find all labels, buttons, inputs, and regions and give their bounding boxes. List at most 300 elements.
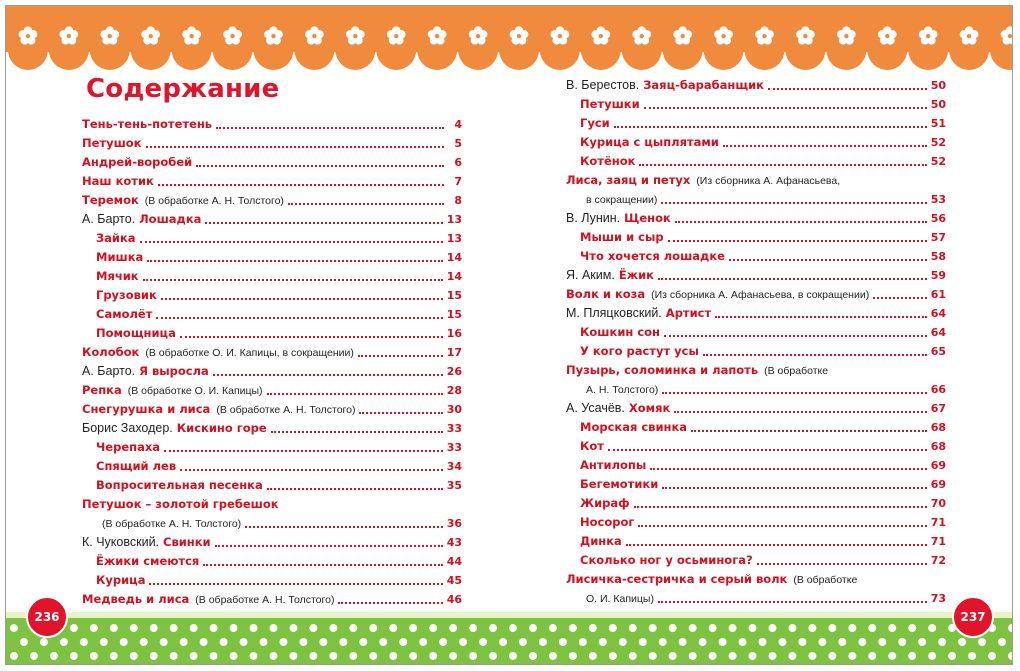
toc-note: (Из сборника А. Афанасьева, в сокращении) <box>651 289 870 301</box>
toc-title: Я выросла <box>139 364 209 378</box>
polka-dot <box>509 652 517 660</box>
polka-dot <box>669 652 677 660</box>
toc-entry <box>82 381 462 400</box>
polka-dot <box>160 638 168 646</box>
toc-title: Черепаха <box>96 440 161 454</box>
toc-leader-dots <box>338 601 442 604</box>
polka-dot <box>369 652 377 660</box>
toc-leader-dots <box>608 448 927 451</box>
toc-leader-dots <box>723 144 927 147</box>
toc-leader-dots <box>156 316 442 319</box>
toc-author: А. Усачёв. <box>566 401 625 415</box>
toc-leader-dots <box>267 392 443 395</box>
polka-dot <box>749 624 757 632</box>
toc-note: А. Н. Толстого) <box>586 384 659 396</box>
polka-dot <box>848 624 856 632</box>
polka-dot <box>419 638 427 646</box>
polka-dot <box>649 652 657 660</box>
polka-dot <box>759 638 767 646</box>
polka-dot <box>888 624 896 632</box>
toc-page-number: 64 <box>930 326 946 339</box>
toc-entry <box>566 380 946 399</box>
toc-entry <box>82 324 462 343</box>
toc-entry <box>566 494 946 513</box>
toc-title: Морская свинка <box>580 420 688 434</box>
polka-dot <box>788 624 796 632</box>
toc-leader-dots <box>658 277 927 280</box>
polka-dot <box>519 638 527 646</box>
toc-entry <box>566 361 946 380</box>
polka-dot <box>170 652 178 660</box>
toc-leader-dots <box>180 335 443 338</box>
toc-page-number: 73 <box>930 592 946 605</box>
toc-leader-dots <box>149 582 442 585</box>
toc-leader-dots <box>213 373 443 376</box>
toc-page-number: 71 <box>930 535 946 548</box>
toc-page-number: 66 <box>930 383 946 396</box>
polka-dot <box>888 652 896 660</box>
toc-entry <box>566 76 946 95</box>
polka-dot <box>469 624 477 632</box>
polka-dot <box>130 624 138 632</box>
polka-dot <box>609 624 617 632</box>
toc-leader-dots <box>196 164 444 167</box>
polka-dot <box>200 638 208 646</box>
toc-page-number: 33 <box>446 422 462 435</box>
polka-dot <box>220 638 228 646</box>
toc-page-number: 68 <box>930 440 946 453</box>
toc-title: Кискино горе <box>176 421 267 435</box>
toc-leader-dots <box>757 562 927 565</box>
toc-page-number: 59 <box>930 269 946 282</box>
polka-dot <box>908 652 916 660</box>
toc-author: В. Берестов. <box>566 78 640 92</box>
polka-dot <box>449 624 457 632</box>
toc-title: Теремок <box>82 193 139 207</box>
polka-dot <box>100 638 108 646</box>
toc-title: У кого растут усы <box>580 344 699 358</box>
polka-dot <box>190 652 198 660</box>
toc-page-number: 28 <box>446 384 462 397</box>
polka-dot <box>409 652 417 660</box>
toc-title: Лошадка <box>139 212 202 226</box>
toc-note: в сокращении) <box>586 194 658 206</box>
polka-dot <box>110 624 118 632</box>
toc-title: Медведь и лиса <box>82 592 190 606</box>
polka-dot <box>10 652 18 660</box>
toc-page-number: 45 <box>446 574 462 587</box>
polka-dot <box>499 638 507 646</box>
toc-page-number: 26 <box>446 365 462 378</box>
toc-entry <box>566 475 946 494</box>
toc-title: Носорог <box>580 515 635 529</box>
toc-leader-dots <box>358 354 443 357</box>
toc-title: Репка <box>82 383 122 397</box>
polka-dot <box>798 638 806 646</box>
polka-dot <box>389 652 397 660</box>
toc-page-number: 68 <box>930 421 946 434</box>
polka-dot <box>858 638 866 646</box>
polka-dot <box>269 652 277 660</box>
toc-leader-dots <box>245 525 443 528</box>
toc-leader-dots <box>147 259 442 262</box>
polka-dot <box>479 638 487 646</box>
toc-title: Хомяк <box>628 401 671 415</box>
polka-dot <box>250 652 258 660</box>
toc-entry <box>82 210 462 229</box>
polka-dot <box>589 624 597 632</box>
polka-dot <box>230 624 238 632</box>
toc-entry <box>82 438 462 457</box>
toc-leader-dots <box>271 430 443 433</box>
toc-author: В. Лунин. <box>566 211 621 225</box>
polka-dot <box>689 624 697 632</box>
toc-page-number: 44 <box>446 555 462 568</box>
toc-entry <box>82 400 462 419</box>
top-decorative-band <box>6 6 1012 78</box>
toc-leader-dots <box>675 220 927 223</box>
toc-entry <box>82 305 462 324</box>
toc-page-number: 56 <box>930 212 946 225</box>
toc-title: Андрей-воробей <box>82 155 193 169</box>
toc-page-number: 34 <box>446 460 462 473</box>
polka-dot <box>240 638 248 646</box>
polka-dot <box>269 624 277 632</box>
toc-page-number: 16 <box>446 327 462 340</box>
toc-page-number: 65 <box>930 345 946 358</box>
polka-dot <box>190 624 198 632</box>
toc-page-number: 71 <box>930 516 946 529</box>
polka-dot <box>699 638 707 646</box>
polka-dot <box>569 624 577 632</box>
toc-entry <box>566 323 946 342</box>
polka-dot <box>309 624 317 632</box>
toc-leader-dots <box>658 600 927 603</box>
polka-dot <box>50 652 58 660</box>
polka-dot <box>70 624 78 632</box>
polka-dot <box>998 638 1006 646</box>
toc-title: Антилопы <box>580 458 647 472</box>
polka-dot <box>768 652 776 660</box>
polka-dot <box>549 652 557 660</box>
toc-entry <box>566 342 946 361</box>
polka-dot <box>489 652 497 660</box>
polka-dot <box>729 652 737 660</box>
toc-entry <box>82 533 462 552</box>
polka-dot <box>838 638 846 646</box>
toc-page-number: 67 <box>930 402 946 415</box>
polka-dot <box>589 652 597 660</box>
toc-entry <box>82 191 462 210</box>
toc-title: Сколько ног у осьминога? <box>580 553 753 567</box>
polka-dot <box>619 638 627 646</box>
polka-dot <box>250 624 258 632</box>
toc-page-number: 15 <box>446 308 462 321</box>
polka-dot <box>828 652 836 660</box>
toc-note: (В обработке А. Н. Толстого) <box>144 195 284 207</box>
toc-leader-dots <box>664 334 927 337</box>
toc-page-number: 52 <box>930 155 946 168</box>
toc-title: Снегурушка и лиса <box>82 402 211 416</box>
toc-leader-dots <box>143 278 443 281</box>
polka-dot <box>60 638 68 646</box>
toc-title: Вопросительная песенка <box>96 478 263 492</box>
toc-title: Помощница <box>96 326 176 340</box>
toc-page-number: 51 <box>930 117 946 130</box>
toc-entry <box>566 570 946 589</box>
polka-dot <box>868 652 876 660</box>
polka-dot <box>379 638 387 646</box>
polka-dot <box>649 624 657 632</box>
toc-entry <box>82 267 462 286</box>
toc-title: Петушок <box>82 136 142 150</box>
toc-entry <box>566 171 946 190</box>
toc-entry <box>566 209 946 228</box>
polka-dot <box>289 624 297 632</box>
toc-page-number: 50 <box>930 79 946 92</box>
toc-entry <box>82 229 462 248</box>
toc-title: Петушки <box>580 97 640 111</box>
polka-dot <box>389 624 397 632</box>
polka-dot <box>928 624 936 632</box>
polka-dot <box>878 638 886 646</box>
toc-page-number: 43 <box>446 536 462 549</box>
toc-author: К. Чуковский. <box>82 535 160 549</box>
polka-dot <box>669 624 677 632</box>
toc-leader-dots <box>674 410 926 413</box>
polka-dot <box>549 624 557 632</box>
toc-leader-dots <box>661 201 926 204</box>
toc-note: (В обработке А. Н. Толстого) <box>102 518 242 530</box>
polka-dot <box>210 624 218 632</box>
polka-dot <box>90 652 98 660</box>
toc-leader-dots <box>650 467 926 470</box>
toc-entry <box>82 153 462 172</box>
toc-entry <box>82 343 462 362</box>
toc-entry <box>82 172 462 191</box>
polka-dot <box>868 624 876 632</box>
toc-title: Грузовик <box>96 288 157 302</box>
toc-title: Кот <box>580 439 604 453</box>
toc-page-number: 72 <box>930 554 946 567</box>
polka-dot <box>848 652 856 660</box>
toc-left-column <box>82 115 462 609</box>
toc-title: Бегемотики <box>580 477 659 491</box>
polka-dot <box>559 638 567 646</box>
polka-dot <box>459 638 467 646</box>
toc-title: Самолёт <box>96 307 153 321</box>
toc-author: Борис Заходер. <box>82 421 173 435</box>
toc-entry <box>82 552 462 571</box>
polka-dot <box>978 638 986 646</box>
toc-title: Динка <box>580 534 622 548</box>
polka-dot <box>609 652 617 660</box>
toc-page-number: 58 <box>930 250 946 263</box>
polka-dot <box>988 652 996 660</box>
polka-dot <box>80 638 88 646</box>
polka-dot <box>299 638 307 646</box>
toc-leader-dots <box>267 487 443 490</box>
polka-dot <box>170 624 178 632</box>
toc-entry <box>82 514 462 533</box>
bottom-decorative-band <box>6 612 1012 665</box>
toc-entry <box>566 513 946 532</box>
toc-note: (В обработке А. Н. Толстого) <box>216 404 356 416</box>
polka-dot <box>329 652 337 660</box>
polka-dot <box>120 638 128 646</box>
toc-entry <box>82 362 462 381</box>
polka-dot <box>749 652 757 660</box>
toc-entry <box>566 551 946 570</box>
polka-dot <box>818 638 826 646</box>
toc-title: Лиса, заяц и петух <box>566 173 691 187</box>
polka-dot <box>70 652 78 660</box>
toc-page-number: 35 <box>446 479 462 492</box>
toc-page-number: 57 <box>930 231 946 244</box>
toc-title: Тень-тень-потетень <box>82 117 213 131</box>
toc-leader-dots <box>614 125 927 128</box>
polka-dot <box>349 624 357 632</box>
polka-dot <box>629 652 637 660</box>
polka-dot <box>639 638 647 646</box>
toc-title: Ёжик <box>618 268 654 282</box>
toc-entry <box>566 247 946 266</box>
polka-dot <box>938 638 946 646</box>
toc-entry <box>566 190 946 209</box>
polka-dot <box>629 624 637 632</box>
polka-dot <box>429 652 437 660</box>
toc-entry <box>82 115 462 134</box>
toc-leader-dots <box>205 221 442 224</box>
toc-entry <box>82 495 462 514</box>
toc-entry <box>566 114 946 133</box>
polka-dot <box>719 638 727 646</box>
polka-dot <box>289 652 297 660</box>
toc-page-number: 13 <box>446 213 462 226</box>
polka-dot <box>489 624 497 632</box>
toc-title: Колобок <box>82 345 140 359</box>
toc-leader-dots <box>164 449 443 452</box>
toc-entry <box>566 133 946 152</box>
toc-leader-dots <box>715 315 927 318</box>
toc-title: Артист <box>665 306 712 320</box>
toc-entry <box>566 456 946 475</box>
polka-dot <box>778 638 786 646</box>
toc-page-number: 5 <box>454 137 462 150</box>
toc-entry <box>566 589 946 608</box>
toc-entry <box>566 95 946 114</box>
toc-page-number: 53 <box>930 193 946 206</box>
polka-dot <box>729 624 737 632</box>
toc-title: Гуси <box>580 116 610 130</box>
toc-leader-dots <box>703 353 927 356</box>
toc-note: О. И. Капицы) <box>586 593 654 605</box>
toc-page-number: 6 <box>454 156 462 169</box>
toc-title: Наш котик <box>82 174 154 188</box>
polka-dot <box>150 652 158 660</box>
toc-title: Ёжики смеются <box>96 554 200 568</box>
toc-page-number: 14 <box>446 270 462 283</box>
polka-dot <box>40 638 48 646</box>
toc-leader-dots <box>644 106 927 109</box>
toc-entry <box>82 476 462 495</box>
polka-dot <box>709 624 717 632</box>
toc-entry <box>566 437 946 456</box>
toc-page-number: 30 <box>446 403 462 416</box>
polka-dot <box>30 652 38 660</box>
polka-dot <box>439 638 447 646</box>
toc-title: Жираф <box>580 496 630 510</box>
toc-note: (В обработке А. Н. Толстого) <box>195 594 335 606</box>
toc-leader-dots <box>662 391 926 394</box>
polka-dot <box>739 638 747 646</box>
toc-entry <box>82 571 462 590</box>
toc-leader-dots <box>288 202 444 205</box>
toc-note: (В обработке О. И. Капицы, в сокращении) <box>145 347 354 359</box>
polka-dot <box>569 652 577 660</box>
toc-page-number: 70 <box>930 497 946 510</box>
toc-note: (Из сборника А. Афанасьева, <box>696 175 841 187</box>
polka-dot <box>529 624 537 632</box>
toc-title: Котёнок <box>580 154 636 168</box>
toc-title: Курица с цыплятами <box>580 135 719 149</box>
toc-title: Волк и коза <box>566 287 646 301</box>
toc-entry <box>82 248 462 267</box>
toc-leader-dots <box>203 563 442 566</box>
polka-dot <box>449 652 457 660</box>
toc-page-number: 8 <box>454 194 462 207</box>
polka-dot <box>399 638 407 646</box>
toc-page-number: 13 <box>446 232 462 245</box>
toc-page-number: 46 <box>446 593 462 606</box>
toc-leader-dots <box>158 183 444 186</box>
toc-entry <box>566 285 946 304</box>
toc-page-number: 36 <box>446 517 462 530</box>
toc-entry <box>566 418 946 437</box>
toc-leader-dots <box>359 411 442 414</box>
toc-entry <box>566 399 946 418</box>
toc-page-number: 61 <box>930 288 946 301</box>
toc-entry <box>82 590 462 609</box>
polka-dot <box>359 638 367 646</box>
toc-leader-dots <box>691 429 927 432</box>
polka-dot <box>140 638 148 646</box>
toc-author: Я. Аким. <box>566 268 615 282</box>
toc-title: Мишка <box>96 250 144 264</box>
polka-dot <box>768 624 776 632</box>
polka-dot <box>90 624 98 632</box>
polka-dot <box>828 624 836 632</box>
toc-entry <box>82 134 462 153</box>
polka-dot <box>150 624 158 632</box>
polka-dot <box>349 652 357 660</box>
toc-leader-dots <box>216 126 444 129</box>
toc-leader-dots <box>140 240 443 243</box>
polka-dot <box>898 638 906 646</box>
polka-dot <box>130 652 138 660</box>
toc-leader-dots <box>161 297 443 300</box>
toc-entry <box>566 228 946 247</box>
toc-page-number: 64 <box>930 307 946 320</box>
polka-dot <box>409 624 417 632</box>
toc-page-number: 4 <box>454 118 462 131</box>
polka-dot <box>968 652 976 660</box>
toc-title: Заяц-барабанщик <box>643 78 764 92</box>
toc-author: А. Барто. <box>82 212 136 226</box>
toc-page-number: 15 <box>446 289 462 302</box>
polka-dot <box>659 638 667 646</box>
polka-dot <box>279 638 287 646</box>
